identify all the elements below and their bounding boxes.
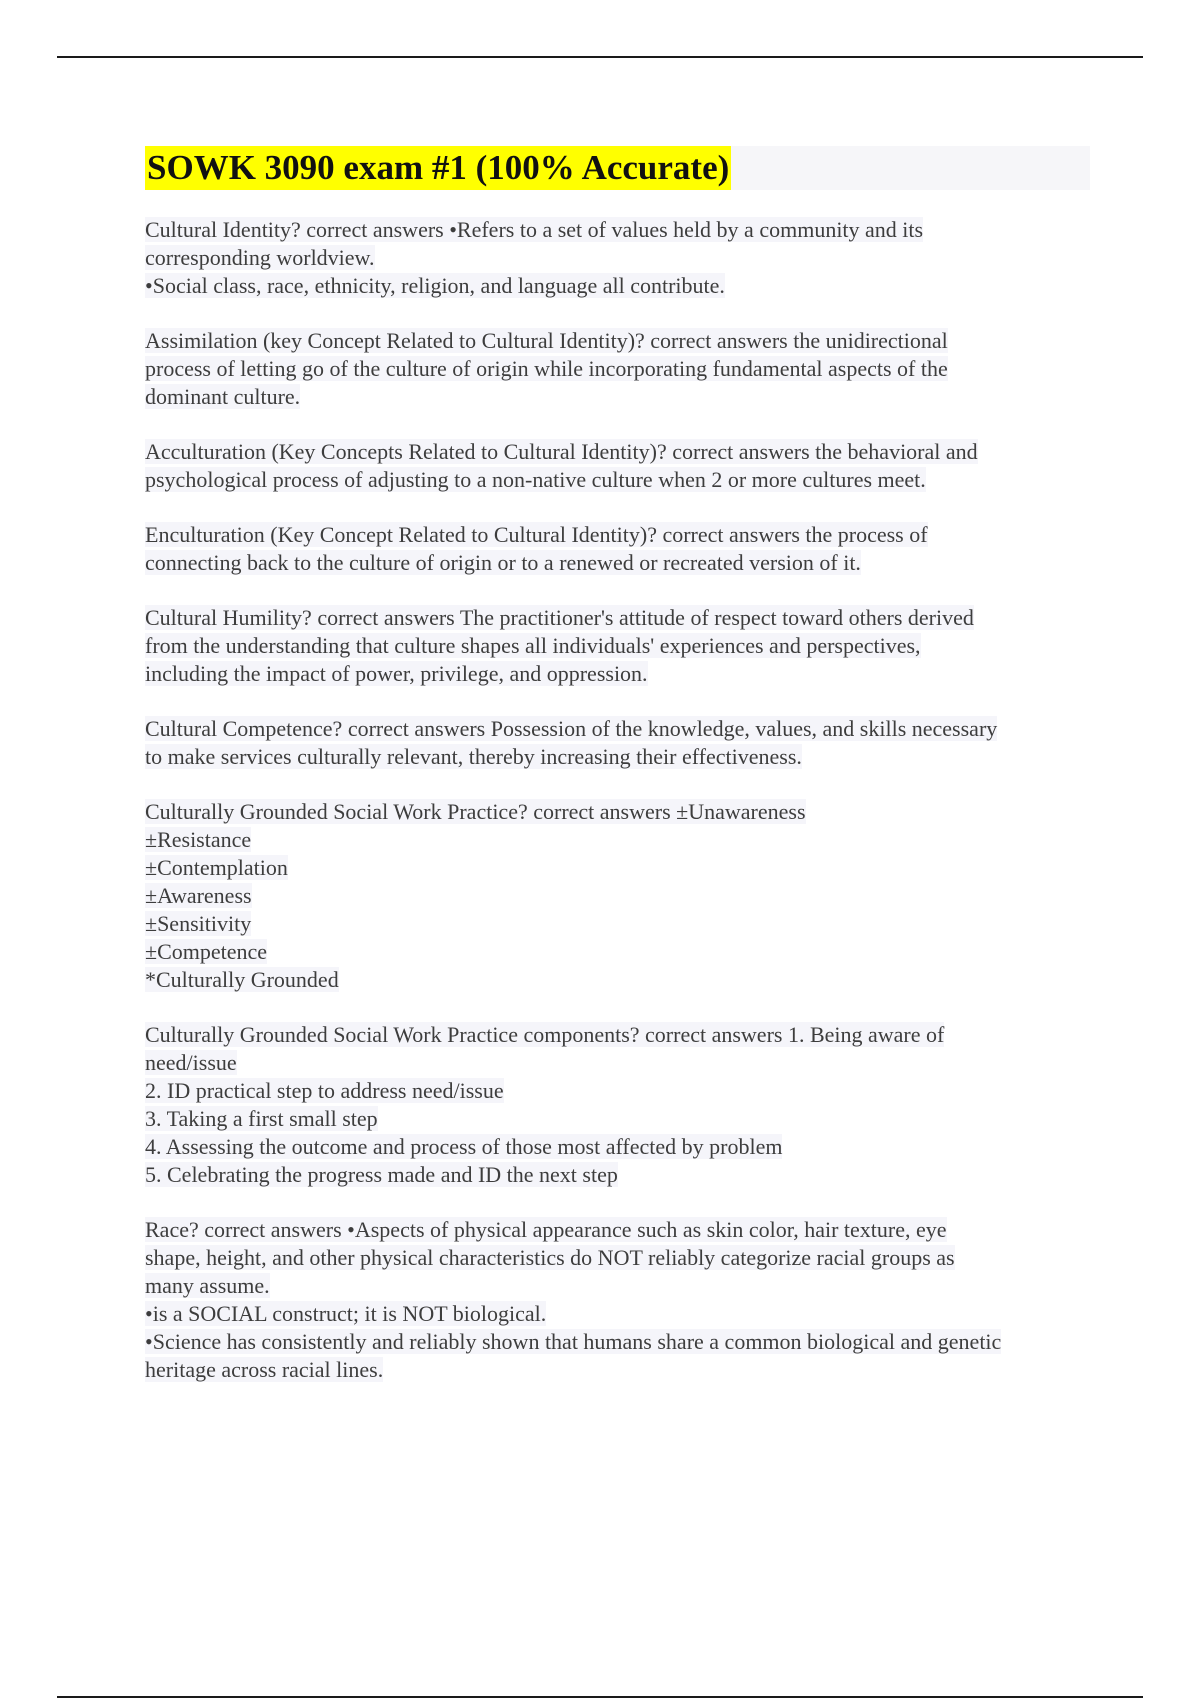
qa-entry [145, 521, 1090, 577]
qa-entry [145, 1216, 1090, 1384]
qa-line [145, 910, 1090, 938]
qa-line-text: Enculturation (Key Concept Related to Cultural Identity)? correct answers the process of [145, 522, 928, 547]
qa-line [145, 743, 1090, 771]
qa-line-text: dominant culture. [145, 384, 301, 409]
document-title: SOWK 3090 exam #1 (100% Accurate) [145, 146, 731, 190]
qa-line [145, 438, 1090, 466]
qa-line-text: Cultural Competence? correct answers Possession of the knowledge, values, and skills necessary [145, 716, 998, 741]
qa-line-text: 2. ID practical step to address need/issue [145, 1078, 504, 1103]
qa-line [145, 798, 1090, 826]
qa-line-text: •is a SOCIAL construct; it is NOT biological. [145, 1301, 547, 1326]
qa-line-text: 5. Celebrating the progress made and ID the next step [145, 1162, 618, 1187]
qa-entry [145, 327, 1090, 411]
qa-line [145, 1021, 1090, 1049]
qa-line-text: heritage across racial lines. [145, 1357, 384, 1382]
qa-line-text: •Science has consistently and reliably shown that humans share a common biological and genetic [145, 1329, 1002, 1354]
qa-line [145, 1244, 1090, 1272]
qa-line-text: many assume. [145, 1273, 270, 1298]
qa-line-text: Cultural Identity? correct answers •Refers to a set of values held by a community and its [145, 217, 924, 242]
qa-line-text: 4. Assessing the outcome and process of those most affected by problem [145, 1134, 783, 1159]
qa-line-text: Acculturation (Key Concepts Related to Cultural Identity)? correct answers the behavioral and [145, 439, 978, 464]
qa-line [145, 466, 1090, 494]
qa-line-text: corresponding worldview. [145, 245, 375, 270]
header-rule [57, 56, 1143, 58]
qa-line-text: ±Competence [145, 939, 268, 964]
qa-entry [145, 216, 1090, 300]
qa-line-text: Assimilation (key Concept Related to Cultural Identity)? correct answers the unidirectional [145, 328, 948, 353]
qa-line [145, 272, 1090, 300]
qa-line [145, 216, 1090, 244]
qa-list [145, 216, 1090, 1384]
qa-line [145, 966, 1090, 994]
qa-line [145, 632, 1090, 660]
qa-line-text: connecting back to the culture of origin or to a renewed or recreated version of it. [145, 550, 861, 575]
qa-line-text: ±Contemplation [145, 855, 288, 880]
qa-line [145, 882, 1090, 910]
qa-line [145, 660, 1090, 688]
qa-line-text: 3. Taking a first small step [145, 1106, 378, 1131]
qa-line-text: process of letting go of the culture of origin while incorporating fundamental aspects of the [145, 356, 948, 381]
qa-line-text: ±Awareness [145, 883, 252, 908]
title-band [145, 146, 1090, 190]
qa-line [145, 521, 1090, 549]
qa-line-text: •Social class, race, ethnicity, religion, and language all contribute. [145, 273, 725, 298]
qa-line-text: ±Resistance [145, 827, 252, 852]
qa-line-text: *Culturally Grounded [145, 967, 339, 992]
qa-line-text: ±Sensitivity [145, 911, 252, 936]
qa-line [145, 355, 1090, 383]
qa-line-text: Cultural Humility? correct answers The practitioner's attitude of respect toward others derived [145, 605, 974, 630]
footer-rule [57, 1696, 1143, 1698]
qa-line [145, 1077, 1090, 1105]
qa-line [145, 1272, 1090, 1300]
qa-line [145, 327, 1090, 355]
qa-line-text: shape, height, and other physical characteristics do NOT reliably categorize racial groups as [145, 1245, 955, 1270]
qa-line [145, 854, 1090, 882]
qa-line-text: including the impact of power, privilege, and oppression. [145, 661, 648, 686]
qa-line [145, 1133, 1090, 1161]
qa-line-text: from the understanding that culture shapes all individuals' experiences and perspectives, [145, 633, 921, 658]
qa-line [145, 1049, 1090, 1077]
qa-line [145, 549, 1090, 577]
qa-line [145, 383, 1090, 411]
qa-line [145, 1328, 1090, 1356]
qa-line [145, 604, 1090, 632]
qa-line-text: to make services culturally relevant, thereby increasing their effectiveness. [145, 744, 802, 769]
qa-line-text: psychological process of adjusting to a non-native culture when 2 or more cultures meet. [145, 467, 926, 492]
qa-line-text: Culturally Grounded Social Work Practice components? correct answers 1. Being aware of [145, 1022, 945, 1047]
document-body [145, 146, 1090, 1411]
qa-line [145, 1216, 1090, 1244]
qa-entry [145, 1021, 1090, 1189]
qa-line [145, 1161, 1090, 1189]
qa-line-text: Culturally Grounded Social Work Practice? correct answers ±Unawareness [145, 799, 806, 824]
qa-line [145, 826, 1090, 854]
qa-line [145, 715, 1090, 743]
qa-entry [145, 604, 1090, 688]
qa-line [145, 1300, 1090, 1328]
qa-entry [145, 715, 1090, 771]
qa-entry [145, 798, 1090, 994]
qa-line [145, 1356, 1090, 1384]
qa-line [145, 244, 1090, 272]
qa-line [145, 1105, 1090, 1133]
qa-line-text: Race? correct answers •Aspects of physical appearance such as skin color, hair texture, eye [145, 1217, 947, 1242]
qa-line [145, 938, 1090, 966]
qa-line-text: need/issue [145, 1050, 237, 1075]
qa-entry [145, 438, 1090, 494]
